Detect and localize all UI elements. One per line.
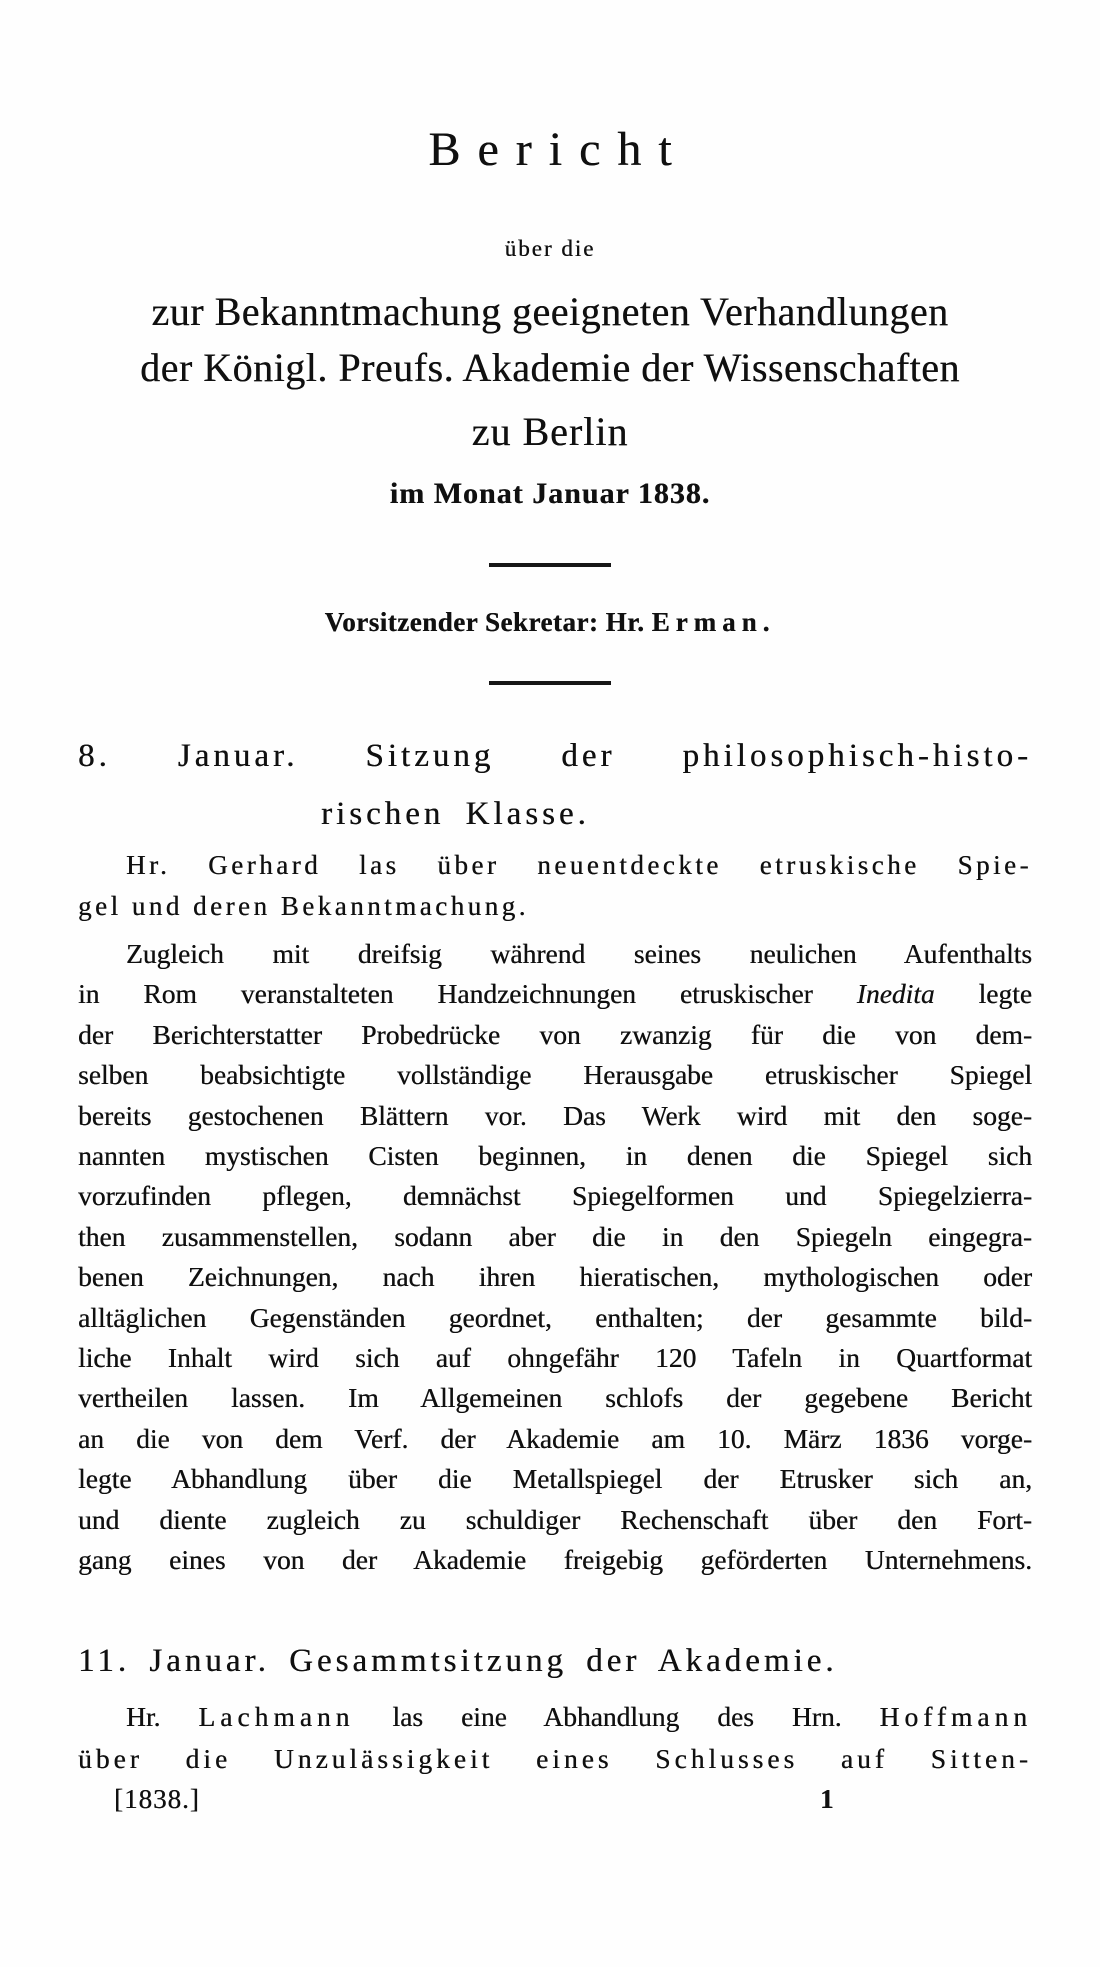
person-name: Lachmann — [198, 1701, 355, 1732]
body-line: selben beabsichtigte vollständige Herausgabe etruskischer Spiegel — [78, 1059, 1032, 1091]
body-line-text: Hr. — [126, 1701, 199, 1732]
page-title: Bericht — [428, 123, 689, 176]
section-1-heading-line-2: rischen Klasse. — [321, 796, 590, 832]
page-number: 1 — [820, 1784, 834, 1814]
section-2-heading: 11. Januar. Gesammtsitzung der Akademie. — [78, 1643, 838, 1679]
section-1-emphasis-line-1: Hr. Gerhard las über neuentdeckte etruskische Spie- — [126, 850, 1032, 880]
body-line: vorzufinden pflegen, demnächst Spiegelformen und Spiegelzierra- — [78, 1180, 1032, 1212]
body-line: then zusammenstellen, sodann aber die in den Spiegeln eingegra- — [78, 1220, 1032, 1252]
masthead-subtitle-small: über die — [504, 236, 596, 261]
body-line: alltäglichen Gegenständen geordnet, enthalten; der gesammte bild- — [78, 1301, 1032, 1333]
body-line-text: legte — [934, 978, 1032, 1010]
masthead-line-1: zur Bekanntmachung geeigneten Verhandlungen — [151, 289, 949, 334]
body-line: der Berichterstatter Probedrücke von zwanzig für die von dem- — [78, 1018, 1032, 1050]
section-1-heading-line-1: 8. Januar. Sitzung der philosophisch-histo- — [78, 738, 1032, 774]
body-line: vertheilen lassen. Im Allgemeinen schlofs der gegebene Bericht — [78, 1382, 1032, 1414]
body-line: gang eines von der Akademie freigebig geförderten Unternehmens. — [78, 1544, 1032, 1576]
section-2-line-1 — [78, 1701, 1032, 1733]
section-1-emphasis-line-2: gel und deren Bekanntmachung. — [78, 891, 529, 921]
section-2-line-2: über die Unzulässigkeit eines Schlusses auf Sitten- — [78, 1743, 1032, 1774]
body-line-italic-word: Inedita — [856, 978, 935, 1010]
body-line: liche Inhalt wird sich auf ohngefähr 120 Tafeln in Quartformat — [78, 1342, 1032, 1374]
secretary-label: Vorsitzender Sekretar: Hr. — [324, 607, 645, 637]
volume-signature: [1838.] — [114, 1784, 200, 1814]
body-line: und diente zugleich zu schuldiger Rechenschaft über den Fort- — [78, 1503, 1032, 1535]
body-line: legte Abhandlung über die Metallspiegel der Etrusker sich an, — [78, 1463, 1032, 1495]
body-line-text: in Rom veranstalteten Handzeichnungen etruskischer — [78, 978, 857, 1010]
section-1-paragraph — [78, 934, 1032, 1581]
body-line — [78, 974, 1032, 1014]
body-line: nannten mystischen Cisten beginnen, in denen die Spiegel sich — [78, 1140, 1032, 1172]
body-line: Zugleich mit dreifsig während seines neulichen Aufenthalts — [126, 938, 1032, 969]
body-line-text: las eine Abhandlung des Hrn. — [354, 1701, 880, 1732]
person-name: Hoffmann — [879, 1701, 1033, 1732]
body-line: bereits gestochenen Blättern vor. Das Werk wird mit den soge- — [78, 1099, 1032, 1131]
secretary-name: Erman. — [651, 607, 776, 637]
body-line: an die von dem Verf. der Akademie am 10. März 1836 vorge- — [78, 1422, 1032, 1454]
masthead-line-2: der Königl. Preufs. Akademie der Wissenschaften — [140, 345, 960, 390]
text-block — [78, 0, 1032, 1967]
masthead-line-3: zu Berlin — [471, 409, 629, 454]
body-line: benen Zeichnungen, nach ihren hieratischen, mythologischen oder — [78, 1261, 1032, 1293]
masthead-month-line: im Monat Januar 1838. — [389, 477, 711, 510]
